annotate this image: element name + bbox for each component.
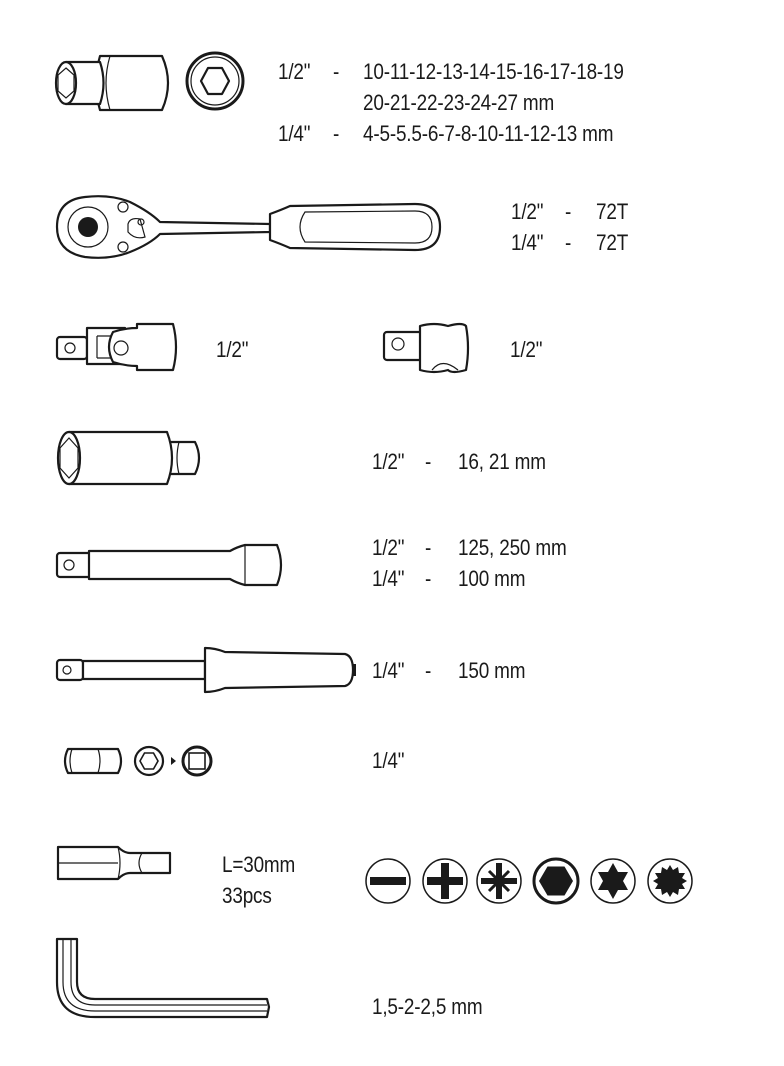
spec-value: 125, 250 mm xyxy=(458,535,567,560)
spec-drive: 1/2" xyxy=(510,337,543,362)
flat-bit-icon xyxy=(56,845,174,881)
spec-value: 16, 21 mm xyxy=(458,449,546,474)
spec-value: 4-5-5.5-6-7-8-10-11-12-13 mm xyxy=(363,121,614,146)
spec-drive: 1/2" xyxy=(216,337,249,362)
slotted-icon xyxy=(366,859,410,903)
spec-value: 72T xyxy=(596,230,629,255)
spec-sep: - xyxy=(425,566,432,591)
spec-value: 10-11-12-13-14-15-16-17-18-19 xyxy=(363,59,624,84)
spec-drive: 1/2" xyxy=(278,59,311,84)
spec-sep: - xyxy=(333,59,340,84)
bit-holder-icon xyxy=(60,747,125,775)
spec-value: 100 mm xyxy=(458,566,526,591)
hex-icon xyxy=(534,859,578,903)
spec-sep: - xyxy=(565,199,572,224)
extension-bar-icon xyxy=(55,543,285,589)
spinner-handle-icon xyxy=(55,646,360,696)
hex-key-sizes: 1,5-2-2,5 mm xyxy=(372,994,483,1019)
socket-front-hex-icon xyxy=(185,51,245,111)
deep-socket-icon xyxy=(55,430,205,486)
spec-sep: - xyxy=(425,535,432,560)
spec-drive: 1/2" xyxy=(511,199,544,224)
bit-count: 33pcs xyxy=(222,883,272,908)
spec-drive: 1/4" xyxy=(278,121,311,146)
hex-key-icon xyxy=(55,937,275,1022)
spec-drive: 1/2" xyxy=(372,535,405,560)
spec-value: 20-21-22-23-24-27 mm xyxy=(363,90,555,115)
spec-sep: - xyxy=(565,230,572,255)
spec-sep: - xyxy=(425,658,432,683)
spec-value: 150 mm xyxy=(458,658,526,683)
phillips-icon xyxy=(423,859,467,903)
spec-drive: 1/4" xyxy=(372,748,405,773)
bit-length: L=30mm xyxy=(222,852,296,877)
spec-drive: 1/4" xyxy=(511,230,544,255)
universal-joint-icon xyxy=(55,322,180,372)
spec-drive: 1/4" xyxy=(372,658,405,683)
spline-icon xyxy=(648,859,692,903)
socket-side-icon xyxy=(52,48,172,118)
spec-value: 72T xyxy=(596,199,629,224)
spec-drive: 1/2" xyxy=(372,449,405,474)
torx-icon xyxy=(591,859,635,903)
hex-to-square-icon xyxy=(133,745,218,777)
spec-sep: - xyxy=(425,449,432,474)
spec-sep: - xyxy=(333,121,340,146)
pozidriv-icon xyxy=(477,859,521,903)
ratchet-handle-icon xyxy=(55,192,445,262)
bit-types xyxy=(365,857,695,907)
adapter-icon xyxy=(382,322,472,374)
spec-drive: 1/4" xyxy=(372,566,405,591)
